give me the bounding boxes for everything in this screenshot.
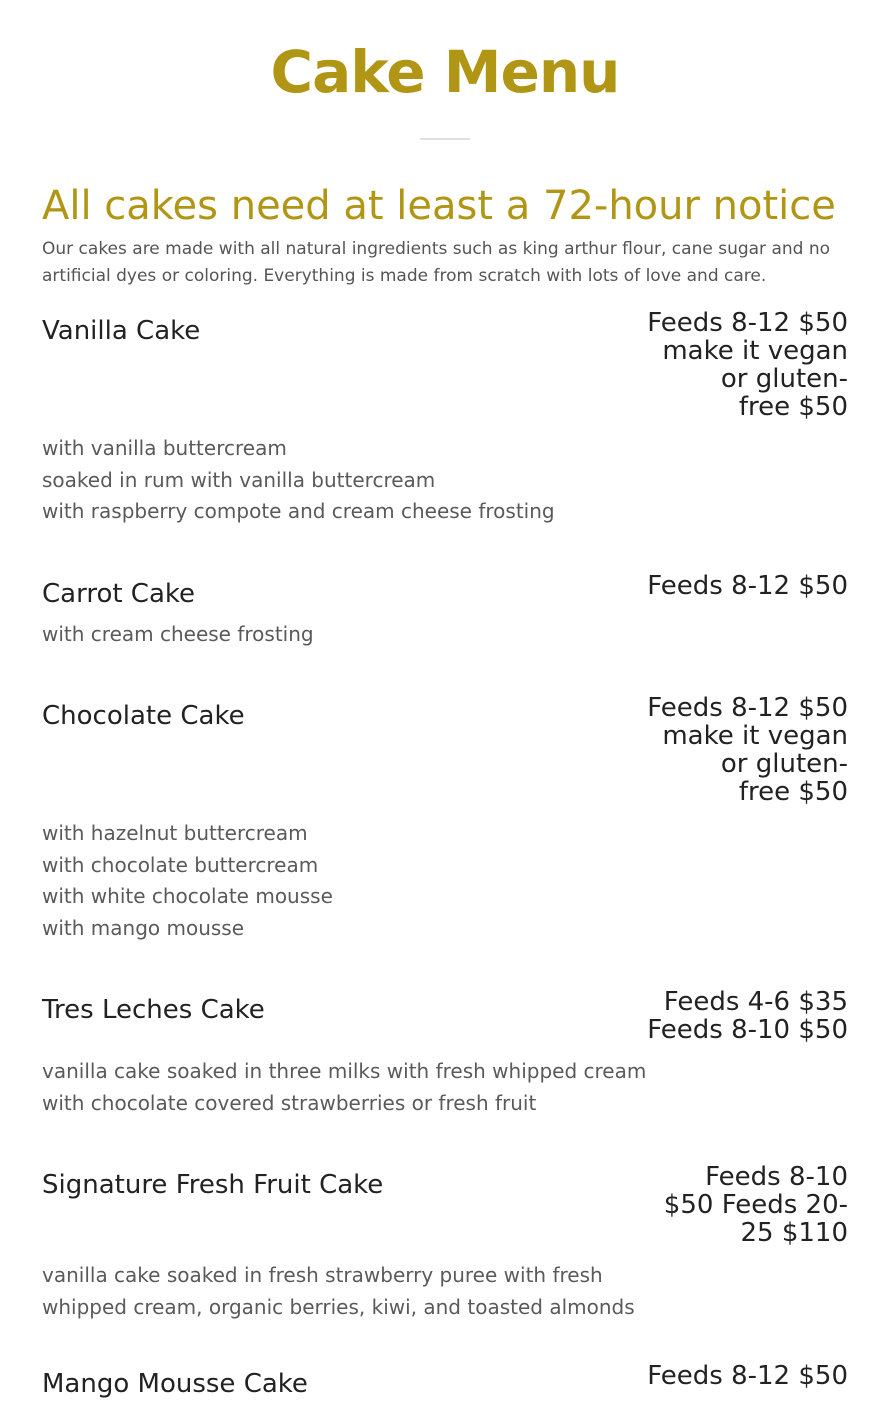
item-descriptions: [42, 818, 642, 944]
price-line: make it vegan: [662, 336, 848, 366]
description-line: vanilla cake soaked in fresh strawberry puree with fresh: [42, 1263, 603, 1287]
item-descriptions: [42, 619, 642, 651]
price-line: free $50: [738, 392, 848, 422]
price-line: free $50: [738, 777, 848, 807]
description-line: with chocolate covered strawberries or fresh fruit: [42, 1090, 537, 1115]
price-line: Feeds 8-12 $50: [647, 693, 848, 723]
description-line: whipped cream, organic berries, kiwi, and toasted almonds: [42, 1294, 635, 1319]
item-price: [647, 1362, 848, 1390]
description-line: soaked in rum with vanilla buttercream: [42, 467, 436, 492]
notice-heading: All cakes need at least a 72-hour notice: [42, 183, 836, 229]
price-line: Feeds 8-10 $50: [647, 1015, 848, 1045]
price-line: $50 Feeds 20-: [663, 1190, 848, 1220]
item-price: [664, 1163, 848, 1247]
item-name: Signature Fresh Fruit Cake: [42, 1170, 384, 1200]
price-line: Feeds 8-12 $50: [647, 1361, 848, 1391]
price-line: or gluten-: [720, 749, 848, 779]
price-line: Feeds 8-10: [705, 1162, 848, 1192]
item-name: Tres Leches Cake: [42, 995, 265, 1025]
item-descriptions: [42, 1056, 647, 1119]
description-line: with hazelnut buttercream: [42, 821, 308, 845]
description-line: with cream cheese frosting: [42, 622, 314, 646]
title-divider: [420, 138, 470, 140]
item-descriptions: [42, 433, 642, 528]
item-price: [647, 988, 848, 1044]
item-name: Vanilla Cake: [42, 316, 201, 346]
item-descriptions: [42, 1260, 642, 1323]
price-line: 25 $110: [740, 1218, 848, 1248]
description-line: with mango mousse: [42, 915, 245, 940]
price-line: Feeds 4-6 $35: [663, 987, 848, 1017]
description-line: with white chocolate mousse: [42, 884, 333, 908]
price-line: Feeds 8-12 $50: [647, 571, 848, 601]
item-name: Chocolate Cake: [42, 701, 245, 731]
item-name: Carrot Cake: [42, 579, 196, 609]
description-line: with chocolate buttercream: [42, 852, 319, 877]
intro-text: Our cakes are made with all natural ingredients such as king arthur flour, cane sugar and no artificial dyes or coloring. Everything is made from scratch with lots of love and care.: [42, 239, 831, 286]
description-line: vanilla cake soaked in three milks with fresh whipped cream: [42, 1059, 647, 1083]
page-title: Cake Menu: [270, 38, 620, 106]
description-line: with raspberry compote and cream cheese frosting: [42, 499, 555, 523]
price-line: make it vegan: [662, 721, 848, 751]
description-line: with vanilla buttercream: [42, 436, 287, 460]
item-name: Mango Mousse Cake: [42, 1369, 308, 1399]
price-line: or gluten-: [720, 364, 848, 394]
item-price: [647, 694, 848, 806]
price-line: Feeds 8-12 $50: [647, 308, 848, 338]
item-price: [647, 309, 848, 421]
item-price: [647, 572, 848, 600]
